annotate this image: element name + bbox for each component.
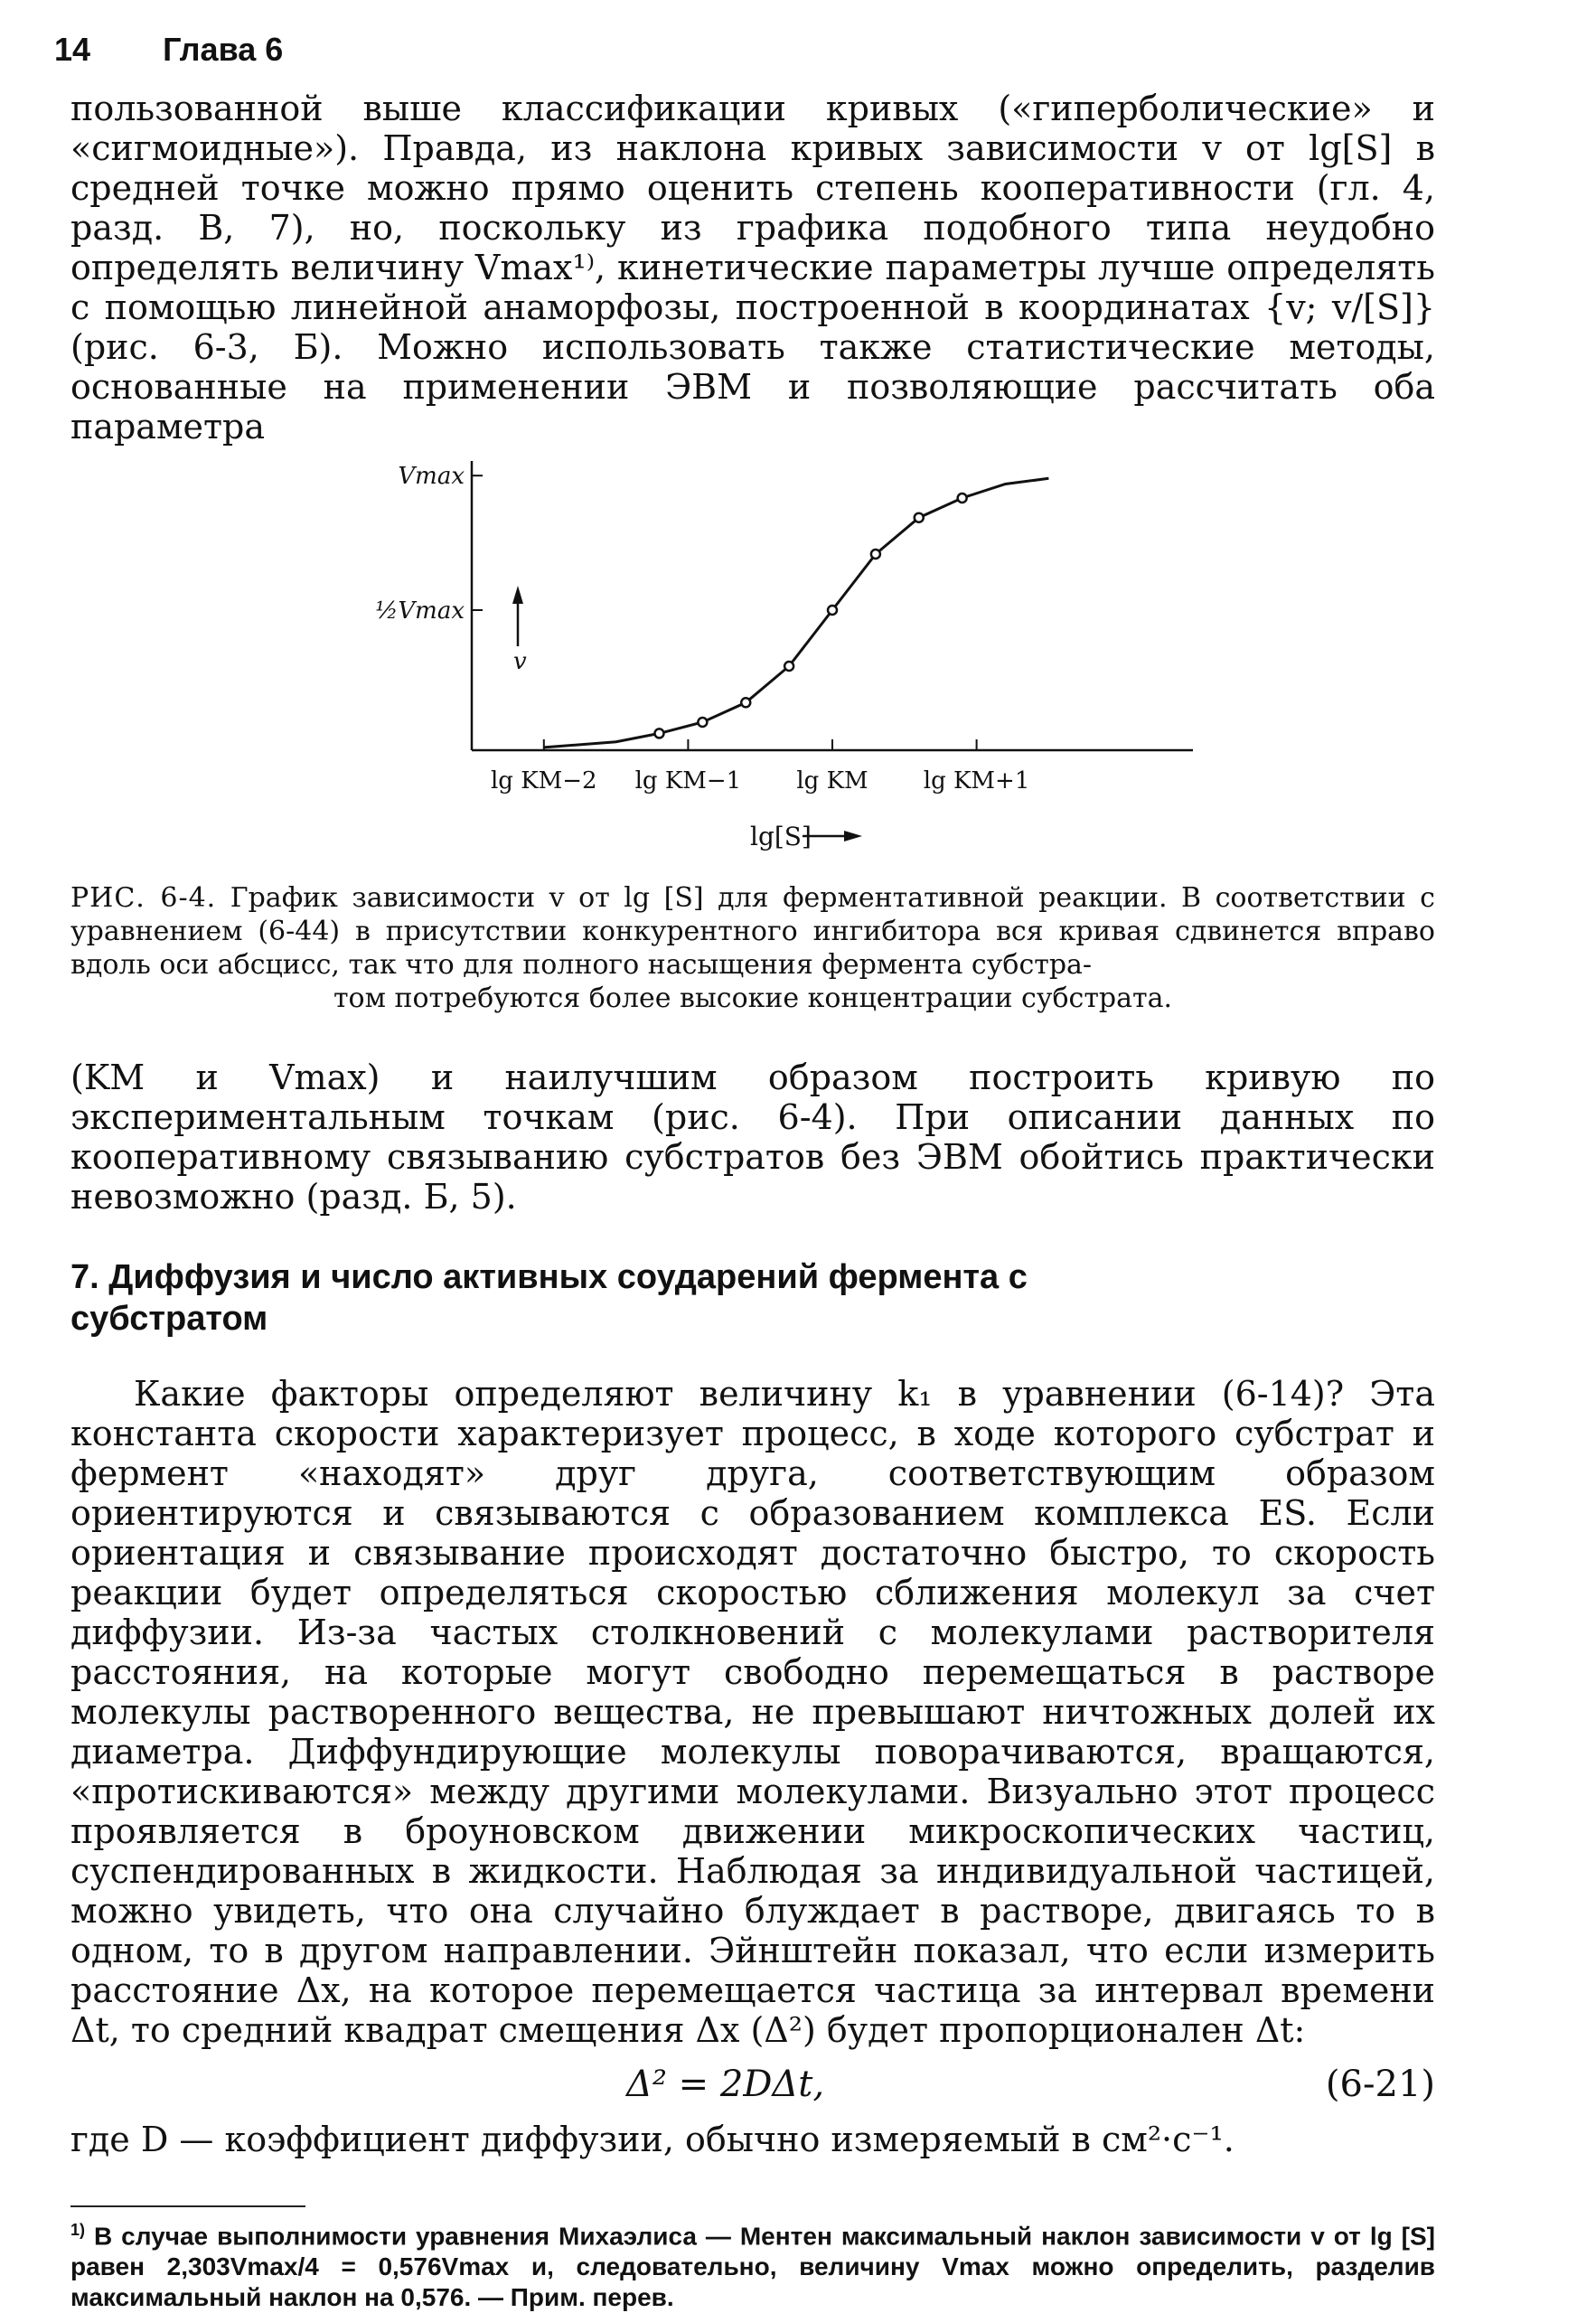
y-axis-label: v: [513, 648, 527, 675]
x-tick-label: lg KM: [796, 767, 868, 795]
page-header: [54, 31, 283, 69]
y-tick-label: ½Vmax: [375, 597, 465, 625]
data-points: [654, 494, 966, 738]
x-ticks: [491, 739, 1029, 795]
footnote-text: В случае выполнимости уравнения Михаэлиса — Ментен максимальный наклон зависимости v от lg [S] равен 2,303Vmax/4 = 0,576Vmax и, следовательно, величину Vmax можно определить, разделив максимальный наклон на 0,576. — Прим. перев.: [70, 2222, 1435, 2312]
data-point: [654, 729, 663, 738]
paragraph-top: пользованной выше классификации кривых («гиперболические» и «сигмоидные»). Правда, из наклона кривых зависимости v от lg[S] в средней точке можно прямо оценить степень кооперативности (гл. 4, разд. В, 7), но, поскольку из графика подобного типа неудобно определять величину Vmax¹⁾, кинетические параметры лучше определять с помощью линейной анаморфозы, построенной в координатах {v; v/[S]} (рис. 6-3, Б). Можно использовать также статистические методы, основанные на применении ЭВМ и позволяющие рассчитать оба параметра: [70, 89, 1435, 447]
footnote-marker: 1): [70, 2221, 86, 2239]
footnote-rule: [70, 2205, 305, 2207]
equation-number: (6-21): [1325, 2064, 1435, 2105]
y-tick-label: Vmax: [398, 463, 465, 491]
data-point: [871, 550, 880, 559]
data-point: [784, 662, 793, 671]
data-point: [915, 513, 924, 522]
x-tick-label: lg KM−2: [490, 767, 597, 795]
paragraph-after-equation: где D — коэффициент диффузии, обычно измеряемый в см²·с⁻¹.: [70, 2120, 1235, 2159]
x-tick-label: lg KM+1: [923, 767, 1030, 795]
equation-body: Δ² = 2DΔt,: [626, 2064, 825, 2105]
page-number: 14: [54, 31, 91, 68]
figure-caption: [70, 881, 1435, 1015]
data-point: [741, 698, 750, 707]
x-arrow-head: [844, 831, 862, 842]
sigmoid-curve: [544, 478, 1049, 747]
chapter-title: Глава 6: [163, 31, 284, 68]
y-ticks: [375, 463, 483, 625]
footnote: [70, 2214, 1435, 2313]
data-point: [828, 606, 837, 615]
data-point: [698, 718, 707, 727]
v-arrow-head: [512, 586, 523, 604]
paragraph-main: Какие факторы определяют величину k₁ в уравнении (6-14)? Эта константа скорости характеризует процесс, в ходе которого субстрат и фермент «находят» друг друга, соответствующим образом ориентируются и связываются с образованием комплекса ES. Если ориентация и связывание происходят достаточно быстро, то скорость реакции будет определяться скоростью сближения молекул за счет диффузии. Из-за частых столкновений с молекулами растворителя расстояния, на которые могут свободно перемещаться в растворе молекулы растворенного вещества, не превышают ничтожных долей их диаметра. Диффундирующие молекулы поворачиваются, вращаются, «протискиваются» между другими молекулами. Визуально этот процесс проявляется в броуновском движении микроскопических частиц, суспендированных в жидкости. Наблюдая за индивидуальной частицей, можно увидеть, что она случайно блуждает в растворе, двигаясь то в одном, то в другом направлении. Эйнштейн показал, что если измерить расстояние Δx, на которое перемещается частица за интервал времени Δt, то средний квадрат смещения Δx (Δ²) будет пропорционален Δt:: [70, 1374, 1435, 2050]
data-point: [958, 494, 967, 503]
caption-text: График зависимости v от lg [S] для ферментативной реакции. В соответствии с уравнением (6-44) в присутствии конкурентного ингибитора вся кривая сдвинется вправо вдоль оси абсцисс, так что для полного насыщения фермента субстра-: [70, 882, 1435, 981]
caption-label: РИС. 6-4.: [70, 882, 217, 914]
figure-6-4-chart: [361, 452, 1211, 868]
section-heading: 7. Диффузия и число активных соударений фермента с субстратом: [70, 1258, 1028, 1338]
caption-last-line: том потребуются более высокие концентрации субстрата.: [333, 983, 1173, 1014]
paragraph-mid: (KM и Vmax) и наилучшим образом построить кривую по экспериментальным точкам (рис. 6-4). При описании данных по кооперативному связыванию субстратов без ЭВМ обойтись практически невозможно (разд. Б, 5).: [70, 1058, 1435, 1217]
x-axis-label: lg[S]: [750, 822, 812, 851]
x-tick-label: lg KM−1: [634, 767, 742, 795]
equation-6-21: [70, 2064, 1435, 2109]
